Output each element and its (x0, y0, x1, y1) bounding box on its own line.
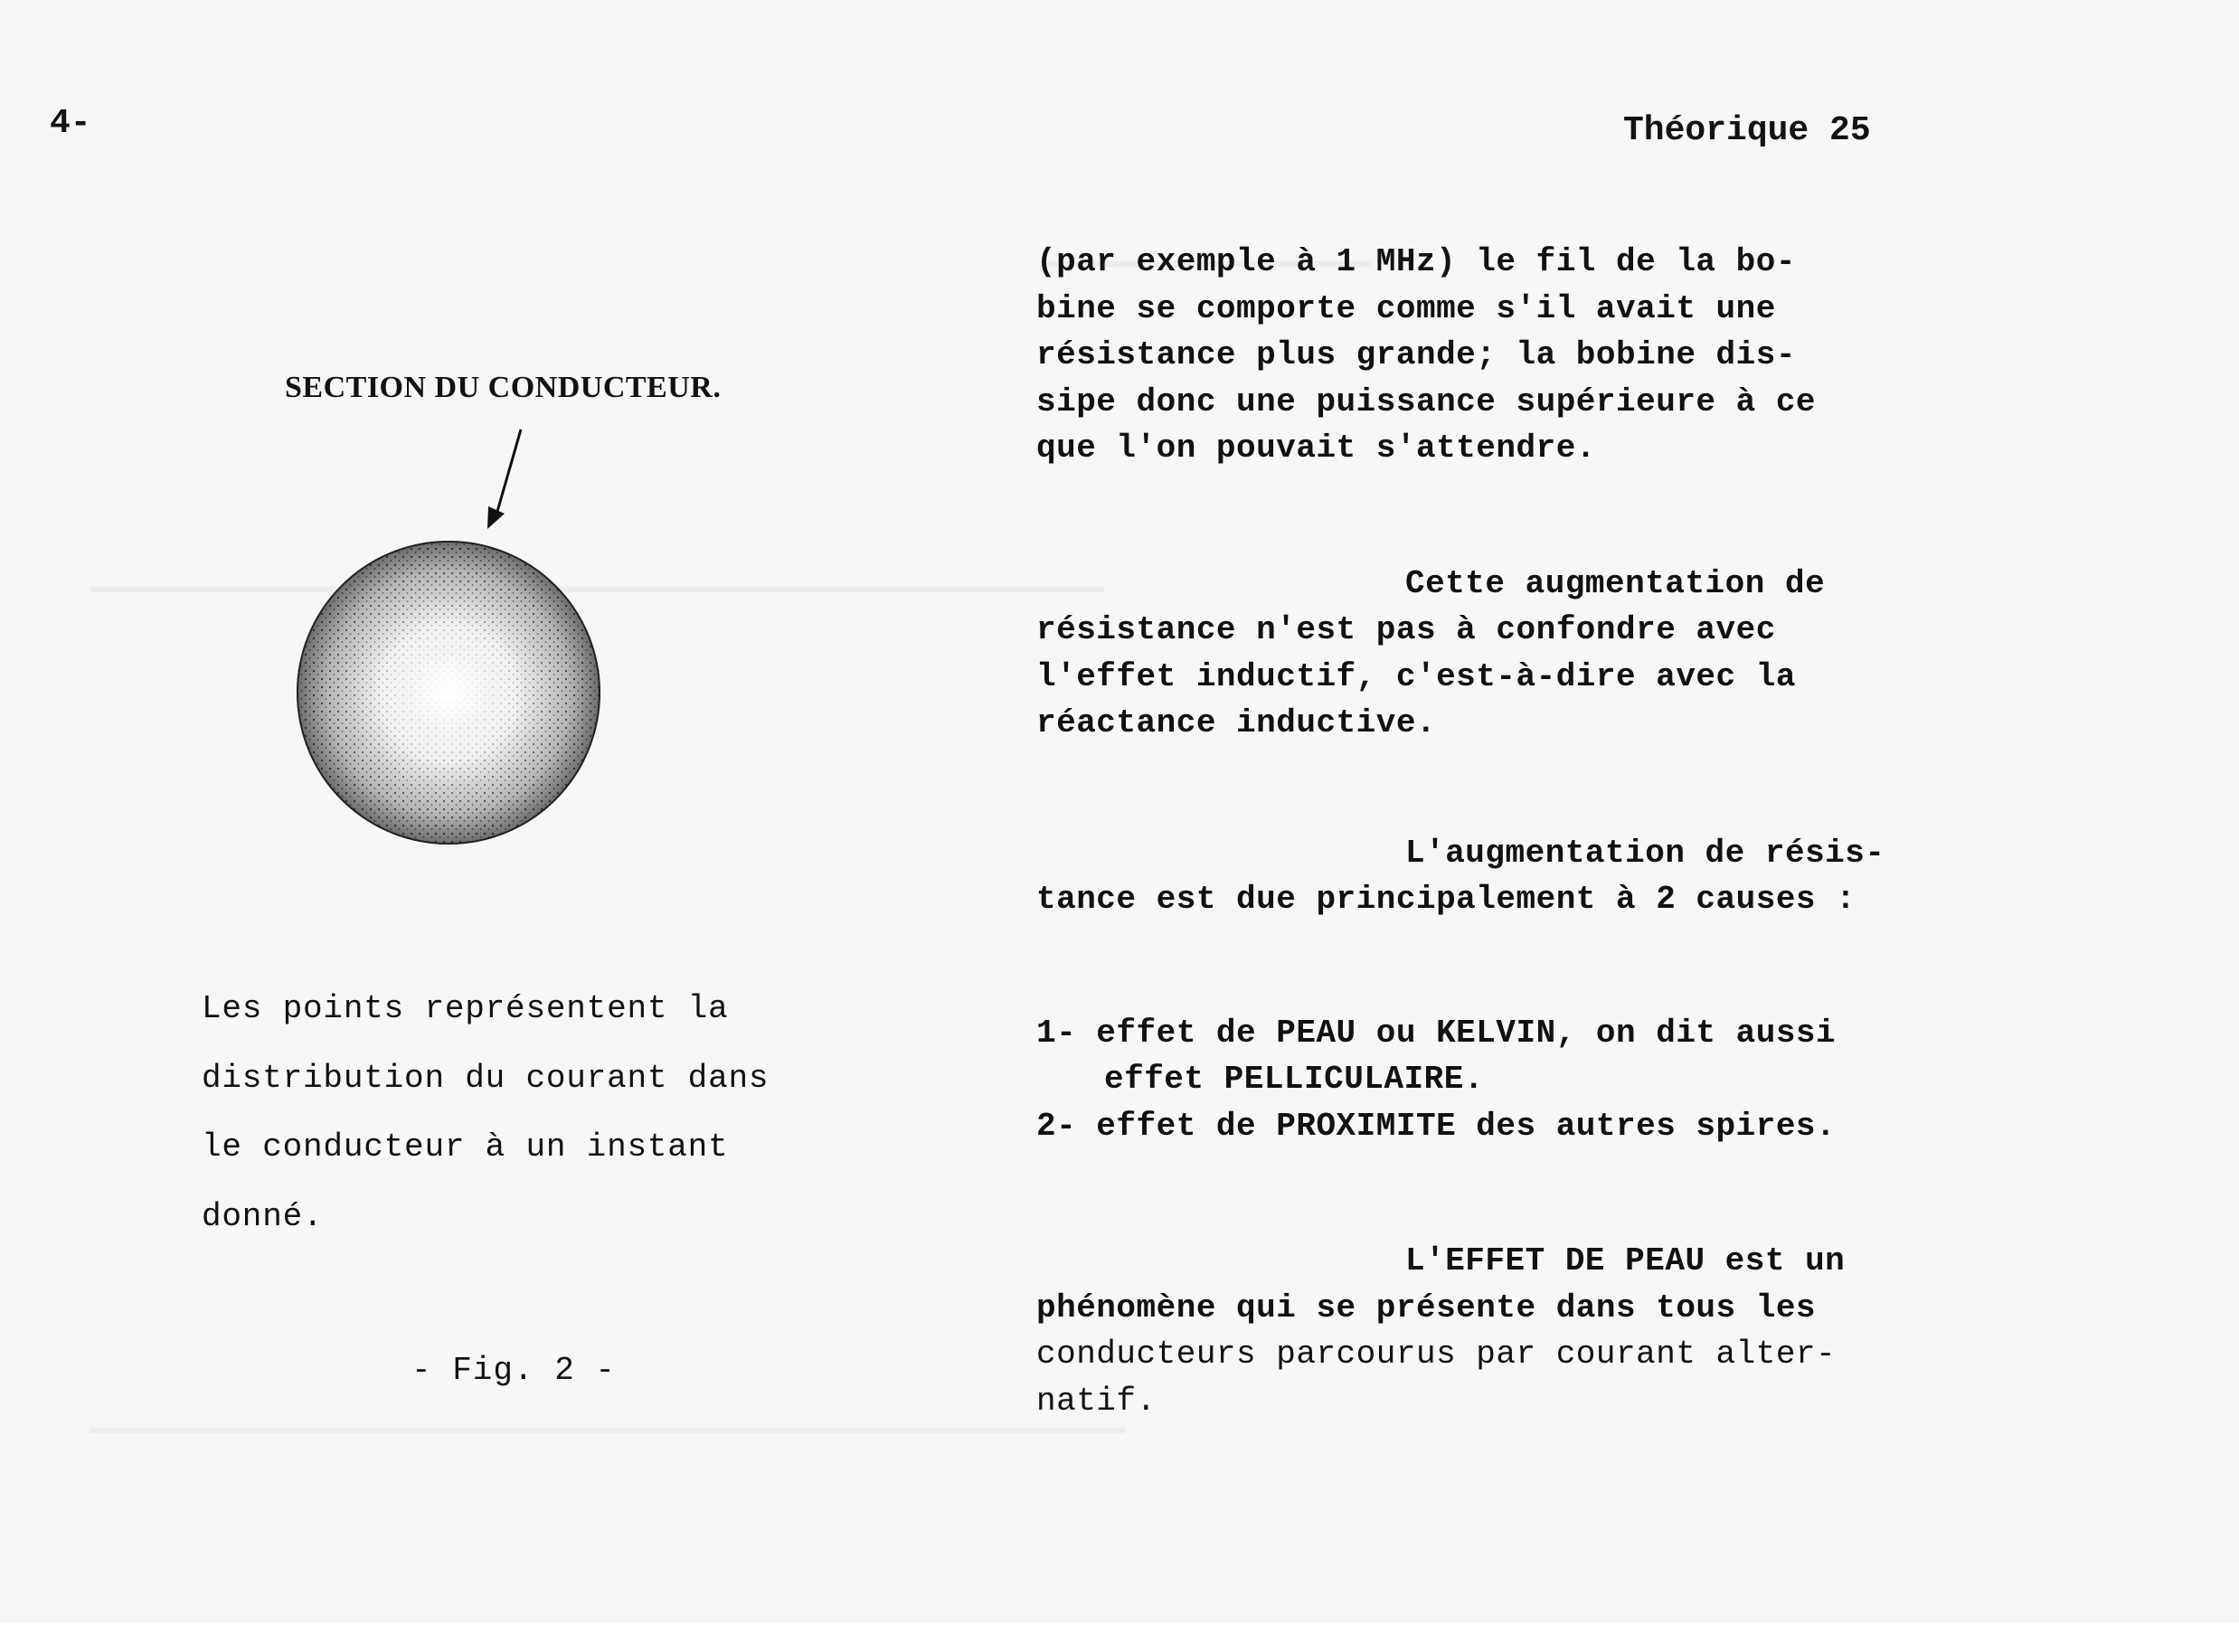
body-line: l'effet inductif, c'est-à-dire avec la (1036, 657, 1796, 695)
body-line: (par exemple à 1 MHz) le fil de la bo- (1036, 243, 1796, 280)
body-line: phénomène qui se présente dans tous les (1036, 1289, 1817, 1326)
conductor-section-figure (271, 416, 633, 868)
cause-line: 1- effet de PEAU ou KELVIN, on dit aussi (1036, 1014, 1837, 1052)
page-header-title: Théorique 25 (1623, 111, 1871, 150)
paragraph-gap (1036, 472, 1885, 561)
paragraph-gap (1036, 1149, 1885, 1238)
body-line: que l'on pouvait s'attendre. (1036, 430, 1596, 467)
page-section-number: 4- (50, 104, 91, 143)
paragraph-gap (1036, 747, 1885, 830)
figure-number: - Fig. 2 - (411, 1352, 617, 1389)
body-text-column (1036, 239, 1885, 1424)
body-line: conducteurs parcourus par courant alter- (1036, 1336, 1837, 1373)
body-line: tance est due principalement à 2 causes : (1036, 881, 1856, 918)
figure-caption (202, 975, 769, 1251)
body-line: Cette augmentation de (1405, 564, 1826, 602)
cause-line: 2- effet de PROXIMITE des autres spires. (1036, 1107, 1837, 1145)
caption-line: Les points représentent la (202, 990, 729, 1027)
body-line: L'augmentation de résis- (1405, 834, 1885, 872)
body-line: résistance plus grande; la bobine dis- (1036, 336, 1796, 373)
caption-line: distribution du courant dans (202, 1059, 770, 1097)
cause-line: effet PELLICULAIRE. (1104, 1061, 1484, 1098)
caption-line: donné. (202, 1197, 324, 1235)
figure-label: SECTION DU CONDUCTEUR. (285, 371, 722, 404)
bleed-through-decoration (90, 1411, 1125, 1453)
body-line: L'EFFET DE PEAU est un (1405, 1242, 1846, 1279)
body-line: résistance n'est pas à confondre avec (1036, 611, 1776, 648)
body-line: bine se comporte comme s'il avait une (1036, 289, 1776, 327)
page-bottom-margin (0, 1623, 2239, 1652)
caption-line: le conducteur à un instant (202, 1128, 729, 1166)
pointer-arrow (495, 430, 521, 521)
body-line: réactance inductive. (1036, 704, 1437, 741)
body-line: sipe donc une puissance supérieure à ce (1036, 382, 1817, 420)
arrow-head (487, 506, 505, 529)
paragraph-gap (1036, 923, 1885, 1010)
body-line: natif. (1036, 1382, 1157, 1420)
